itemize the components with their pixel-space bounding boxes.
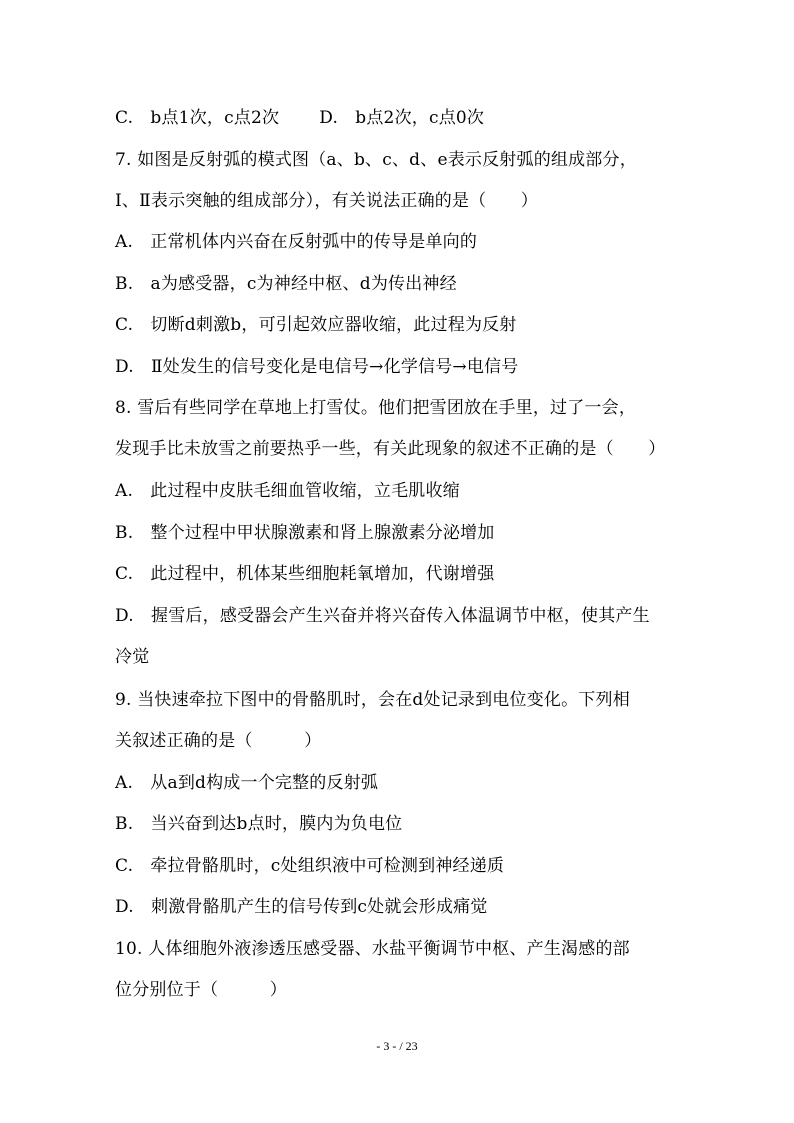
q9-option-a: A. 从a到d构成一个完整的反射弧 bbox=[115, 773, 379, 793]
q10-stem-line-2: 位分别位于（ ） bbox=[115, 980, 287, 1000]
q6-options-cd: C. b点1次，c点2次 D. b点2次，c点0次 bbox=[115, 108, 485, 128]
q9-option-d: D. 刺激骨骼肌产生的信号传到c处就会形成痛觉 bbox=[115, 897, 488, 917]
q7-option-c: C. 切断d刺激b，可引起效应器收缩，此过程为反射 bbox=[115, 315, 517, 335]
q8-stem-line-1: 8. 雪后有些同学在草地上打雪仗。他们把雪团放在手里，过了一会， bbox=[115, 398, 637, 418]
q8-option-a: A. 此过程中皮肤毛细血管收缩，立毛肌收缩 bbox=[115, 481, 460, 501]
q7-stem-line-1: 7. 如图是反射弧的模式图（a、b、c、d、e表示反射弧的组成部分， bbox=[115, 150, 637, 170]
q7-option-b: B. a为感受器，c为神经中枢、d为传出神经 bbox=[115, 274, 457, 294]
q9-option-b: B. 当兴奋到达b点时，膜内为负电位 bbox=[115, 814, 403, 834]
q9-stem-line-1: 9. 当快速牵拉下图中的骨骼肌时，会在d处记录到电位变化。下列相 bbox=[115, 690, 630, 710]
page-number: - 3 - / 23 bbox=[376, 1039, 418, 1053]
q8-option-b: B. 整个过程中甲状腺激素和肾上腺激素分泌增加 bbox=[115, 523, 495, 543]
q7-stem-line-2: Ⅰ、Ⅱ表示突触的组成部分），有关说法正确的是（ ） bbox=[115, 191, 538, 211]
q10-stem-line-1: 10. 人体细胞外液渗透压感受器、水盐平衡调节中枢、产生渴感的部 bbox=[115, 939, 630, 959]
q7-option-a: A. 正常机体内兴奋在反射弧中的传导是单向的 bbox=[115, 232, 478, 252]
q9-option-c: C. 牵拉骨骼肌时，c处组织液中可检测到神经递质 bbox=[115, 856, 505, 876]
q8-option-c: C. 此过程中，机体某些细胞耗氧增加，代谢增强 bbox=[115, 564, 495, 584]
q9-stem-line-2: 关叙述正确的是（ ） bbox=[115, 731, 322, 751]
q7-option-d: D. Ⅱ处发生的信号变化是电信号→化学信号→电信号 bbox=[115, 357, 519, 377]
q8-option-d-line-2: 冷觉 bbox=[115, 647, 150, 667]
q8-option-d-line-1: D. 握雪后，感受器会产生兴奋并将兴奋传入体温调节中枢，使其产生 bbox=[115, 606, 650, 626]
q8-stem-line-2: 发现手比未放雪之前要热乎一些，有关此现象的叙述不正确的是（ ） bbox=[115, 439, 666, 459]
